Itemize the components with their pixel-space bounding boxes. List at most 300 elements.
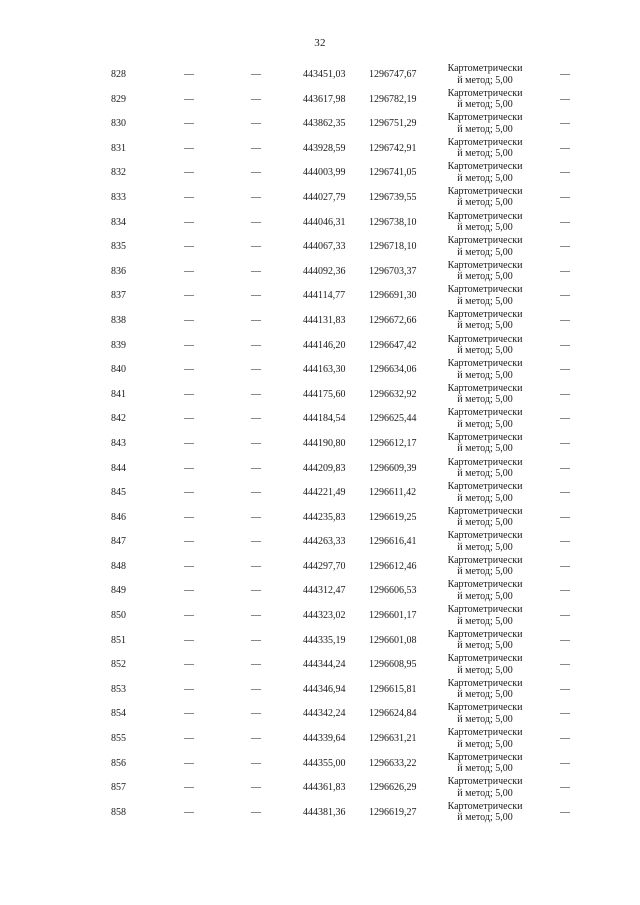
- coordinate-x: 444263,33: [303, 536, 346, 548]
- method-line-1: Картометрически: [447, 481, 523, 493]
- empty-dash: —: [560, 388, 570, 400]
- point-number: 838: [111, 314, 126, 326]
- empty-dash: —: [251, 265, 261, 277]
- method-line-1: Картометрически: [447, 87, 523, 99]
- coordinate-x: 444323,02: [303, 610, 346, 622]
- empty-dash: —: [184, 462, 194, 474]
- empty-dash: —: [184, 634, 194, 646]
- method-line-2: й метод; 5,00: [457, 787, 513, 799]
- empty-dash: —: [560, 782, 570, 794]
- empty-dash: —: [251, 757, 261, 769]
- table-row: [0, 726, 640, 751]
- coordinate-y: 1296612,46: [369, 560, 417, 572]
- point-number: 833: [111, 191, 126, 203]
- coordinate-y: 1296703,37: [369, 265, 417, 277]
- method-cell: [437, 309, 533, 332]
- method-cell: [437, 629, 533, 652]
- empty-dash: —: [251, 142, 261, 154]
- table-row: [0, 234, 640, 259]
- table-row: [0, 529, 640, 554]
- method-line-1: Картометрически: [447, 554, 523, 566]
- empty-dash: —: [184, 585, 194, 597]
- table-row: [0, 578, 640, 603]
- method-line-1: Картометрически: [447, 382, 523, 394]
- coordinate-x: 444335,19: [303, 634, 346, 646]
- page-number: 32: [314, 37, 326, 49]
- method-line-2: й метод; 5,00: [457, 123, 513, 135]
- method-line-1: Картометрически: [447, 358, 523, 370]
- method-line-2: й метод; 5,00: [457, 443, 513, 455]
- coordinate-y: 1296631,21: [369, 733, 417, 745]
- method-cell: [437, 727, 533, 750]
- point-number: 850: [111, 610, 126, 622]
- method-cell: [437, 383, 533, 406]
- empty-dash: —: [251, 560, 261, 572]
- empty-dash: —: [184, 437, 194, 449]
- point-number: 832: [111, 167, 126, 179]
- coordinate-x: 444312,47: [303, 585, 346, 597]
- table-row: [0, 751, 640, 776]
- coordinate-y: 1296739,55: [369, 191, 417, 203]
- empty-dash: —: [184, 757, 194, 769]
- method-line-1: Картометрически: [447, 800, 523, 812]
- point-number: 854: [111, 708, 126, 720]
- method-cell: [437, 88, 533, 111]
- table-row: [0, 382, 640, 407]
- empty-dash: —: [560, 511, 570, 523]
- empty-dash: —: [184, 782, 194, 794]
- table-row: [0, 160, 640, 185]
- empty-dash: —: [184, 216, 194, 228]
- point-number: 835: [111, 241, 126, 253]
- method-cell: [437, 457, 533, 480]
- empty-dash: —: [560, 118, 570, 130]
- method-line-2: й метод; 5,00: [457, 517, 513, 529]
- empty-dash: —: [184, 683, 194, 695]
- point-number: 836: [111, 265, 126, 277]
- empty-dash: —: [251, 388, 261, 400]
- empty-dash: —: [184, 118, 194, 130]
- table-row: [0, 283, 640, 308]
- method-cell: [437, 334, 533, 357]
- method-line-1: Картометрически: [447, 653, 523, 665]
- empty-dash: —: [251, 216, 261, 228]
- point-number: 853: [111, 683, 126, 695]
- point-number: 830: [111, 118, 126, 130]
- empty-dash: —: [184, 191, 194, 203]
- point-number: 831: [111, 142, 126, 154]
- method-line-2: й метод; 5,00: [457, 615, 513, 627]
- empty-dash: —: [560, 462, 570, 474]
- method-line-2: й метод; 5,00: [457, 468, 513, 479]
- coordinate-y: 1296609,39: [369, 462, 417, 474]
- method-cell: [437, 407, 533, 430]
- empty-dash: —: [184, 314, 194, 326]
- empty-dash: —: [560, 487, 570, 499]
- empty-dash: —: [184, 413, 194, 425]
- empty-dash: —: [560, 806, 570, 818]
- point-number: 847: [111, 536, 126, 548]
- empty-dash: —: [184, 93, 194, 105]
- coordinate-x: 443451,03: [303, 69, 346, 80]
- method-line-2: й метод; 5,00: [457, 345, 513, 357]
- empty-dash: —: [184, 167, 194, 179]
- method-cell: [437, 653, 533, 676]
- coordinate-x: 444190,80: [303, 437, 346, 449]
- method-line-1: Картометрически: [447, 112, 523, 124]
- coordinate-x: 444027,79: [303, 191, 346, 203]
- empty-dash: —: [560, 216, 570, 228]
- method-cell: [437, 260, 533, 283]
- point-number: 856: [111, 757, 126, 769]
- method-cell: [437, 137, 533, 160]
- table-row: [0, 308, 640, 333]
- empty-dash: —: [560, 69, 570, 80]
- coordinate-y: 1296632,92: [369, 388, 417, 400]
- empty-dash: —: [560, 290, 570, 302]
- method-line-2: й метод; 5,00: [457, 369, 513, 381]
- table-row: [0, 603, 640, 628]
- empty-dash: —: [184, 560, 194, 572]
- table-row: [0, 333, 640, 358]
- method-line-2: й метод; 5,00: [457, 172, 513, 184]
- coordinate-x: 444003,99: [303, 167, 346, 179]
- method-cell: [437, 776, 533, 799]
- empty-dash: —: [251, 413, 261, 425]
- point-number: 846: [111, 511, 126, 523]
- coordinate-x: 444342,24: [303, 708, 346, 720]
- table-row: [0, 775, 640, 800]
- coordinate-x: 443617,98: [303, 93, 346, 105]
- method-line-2: й метод; 5,00: [457, 246, 513, 258]
- empty-dash: —: [560, 585, 570, 597]
- table-row: [0, 185, 640, 210]
- empty-dash: —: [251, 69, 261, 80]
- method-line-1: Картометрически: [447, 210, 523, 222]
- coordinate-x: 444131,83: [303, 314, 346, 326]
- coordinate-y: 1296626,29: [369, 782, 417, 794]
- coordinates-table: [0, 62, 640, 824]
- empty-dash: —: [184, 511, 194, 523]
- point-number: 839: [111, 339, 126, 351]
- method-line-2: й метод; 5,00: [457, 738, 513, 750]
- table-row: [0, 136, 640, 161]
- method-line-1: Картометрически: [447, 677, 523, 689]
- coordinate-x: 444361,83: [303, 782, 346, 794]
- method-cell: [437, 358, 533, 381]
- coordinate-y: 1296741,05: [369, 167, 417, 179]
- empty-dash: —: [560, 413, 570, 425]
- method-cell: [437, 604, 533, 627]
- method-cell: [437, 235, 533, 258]
- point-number: 845: [111, 487, 126, 499]
- empty-dash: —: [251, 93, 261, 105]
- empty-dash: —: [560, 265, 570, 277]
- empty-dash: —: [251, 339, 261, 351]
- empty-dash: —: [251, 167, 261, 179]
- method-line-2: й метод; 5,00: [457, 295, 513, 307]
- method-cell: [437, 63, 533, 86]
- point-number: 841: [111, 388, 126, 400]
- point-number: 855: [111, 733, 126, 745]
- empty-dash: —: [251, 290, 261, 302]
- empty-dash: —: [251, 733, 261, 745]
- empty-dash: —: [251, 118, 261, 130]
- method-line-1: Картометрически: [447, 185, 523, 197]
- method-line-2: й метод; 5,00: [457, 418, 513, 430]
- method-line-1: Картометрически: [447, 308, 523, 320]
- point-number: 842: [111, 413, 126, 425]
- point-number: 843: [111, 437, 126, 449]
- method-cell: [437, 432, 533, 455]
- empty-dash: —: [560, 708, 570, 720]
- method-line-1: Картометрически: [447, 530, 523, 542]
- coordinate-y: 1296747,67: [369, 69, 417, 80]
- coordinate-x: 444297,70: [303, 560, 346, 572]
- coordinate-y: 1296615,81: [369, 683, 417, 695]
- empty-dash: —: [251, 634, 261, 646]
- point-number: 840: [111, 364, 126, 376]
- empty-dash: —: [184, 265, 194, 277]
- empty-dash: —: [184, 536, 194, 548]
- point-number: 848: [111, 560, 126, 572]
- table-row: [0, 505, 640, 530]
- method-line-2: й метод; 5,00: [457, 689, 513, 701]
- method-line-2: й метод; 5,00: [457, 640, 513, 652]
- empty-dash: —: [251, 241, 261, 253]
- method-line-2: й метод; 5,00: [457, 74, 513, 86]
- table-row: [0, 111, 640, 136]
- method-cell: [437, 211, 533, 234]
- method-line-1: Картометрически: [447, 407, 523, 419]
- empty-dash: —: [560, 757, 570, 769]
- coordinate-x: 444175,60: [303, 388, 346, 400]
- coordinate-y: 1296616,41: [369, 536, 417, 548]
- empty-dash: —: [251, 683, 261, 695]
- method-line-2: й метод; 5,00: [457, 812, 513, 824]
- method-cell: [437, 506, 533, 529]
- method-line-1: Картометрически: [447, 751, 523, 763]
- coordinate-x: 444163,30: [303, 364, 346, 376]
- method-line-1: Картометрически: [447, 505, 523, 517]
- coordinate-y: 1296606,53: [369, 585, 417, 597]
- empty-dash: —: [251, 782, 261, 794]
- method-line-2: й метод; 5,00: [457, 590, 513, 602]
- empty-dash: —: [184, 659, 194, 671]
- empty-dash: —: [251, 462, 261, 474]
- empty-dash: —: [184, 142, 194, 154]
- empty-dash: —: [560, 314, 570, 326]
- coordinate-x: 444114,77: [303, 290, 346, 302]
- method-line-2: й метод; 5,00: [457, 394, 513, 406]
- coordinate-x: 444209,83: [303, 462, 346, 474]
- table-row: [0, 406, 640, 431]
- point-number: 844: [111, 462, 126, 474]
- coordinate-x: 444344,24: [303, 659, 346, 671]
- method-line-2: й метод; 5,00: [457, 763, 513, 775]
- empty-dash: —: [184, 241, 194, 253]
- method-line-1: Картометрически: [447, 776, 523, 788]
- empty-dash: —: [184, 487, 194, 499]
- table-row: [0, 480, 640, 505]
- method-line-1: Картометрически: [447, 284, 523, 296]
- empty-dash: —: [251, 536, 261, 548]
- coordinate-y: 1296691,30: [369, 290, 417, 302]
- empty-dash: —: [560, 437, 570, 449]
- empty-dash: —: [560, 364, 570, 376]
- coordinate-y: 1296634,06: [369, 364, 417, 376]
- empty-dash: —: [184, 708, 194, 720]
- coordinate-x: 444046,31: [303, 216, 346, 228]
- method-cell: [437, 801, 533, 824]
- method-line-1: Картометрически: [447, 727, 523, 739]
- method-line-1: Картометрически: [447, 259, 523, 271]
- coordinate-y: 1296601,08: [369, 634, 417, 646]
- point-number: 829: [111, 93, 126, 105]
- method-line-2: й метод; 5,00: [457, 271, 513, 283]
- method-line-1: Картометрически: [447, 431, 523, 443]
- coordinate-y: 1296601,17: [369, 610, 417, 622]
- empty-dash: —: [184, 364, 194, 376]
- coordinate-x: 444092,36: [303, 265, 346, 277]
- method-line-2: й метод; 5,00: [457, 320, 513, 332]
- point-number: 857: [111, 782, 126, 794]
- method-line-2: й метод; 5,00: [457, 713, 513, 725]
- coordinate-y: 1296782,19: [369, 93, 417, 105]
- empty-dash: —: [184, 290, 194, 302]
- table-row: [0, 652, 640, 677]
- table-row: [0, 62, 640, 87]
- method-line-2: й метод; 5,00: [457, 541, 513, 553]
- empty-dash: —: [251, 610, 261, 622]
- method-cell: [437, 530, 533, 553]
- method-line-2: й метод; 5,00: [457, 222, 513, 234]
- empty-dash: —: [560, 733, 570, 745]
- empty-dash: —: [251, 314, 261, 326]
- coordinate-x: 444235,83: [303, 511, 346, 523]
- coordinate-y: 1296742,91: [369, 142, 417, 154]
- point-number: 834: [111, 216, 126, 228]
- method-line-1: Картометрически: [447, 161, 523, 173]
- coordinate-y: 1296619,25: [369, 511, 417, 523]
- coordinate-y: 1296619,27: [369, 806, 417, 818]
- point-number: 849: [111, 585, 126, 597]
- point-number: 851: [111, 634, 126, 646]
- method-line-2: й метод; 5,00: [457, 99, 513, 111]
- empty-dash: —: [184, 388, 194, 400]
- method-line-2: й метод; 5,00: [457, 664, 513, 676]
- method-cell: [437, 752, 533, 775]
- empty-dash: —: [251, 364, 261, 376]
- coordinate-x: 444067,33: [303, 241, 346, 253]
- method-line-1: Картометрически: [447, 702, 523, 714]
- method-cell: [437, 161, 533, 184]
- coordinate-y: 1296751,29: [369, 118, 417, 130]
- method-cell: [437, 702, 533, 725]
- empty-dash: —: [184, 610, 194, 622]
- coordinate-y: 1296611,42: [369, 487, 417, 499]
- method-line-1: Картометрически: [447, 604, 523, 616]
- empty-dash: —: [560, 93, 570, 105]
- empty-dash: —: [251, 659, 261, 671]
- empty-dash: —: [251, 191, 261, 203]
- empty-dash: —: [560, 339, 570, 351]
- method-line-2: й метод; 5,00: [457, 492, 513, 504]
- coordinate-y: 1296647,42: [369, 339, 417, 351]
- point-number: 852: [111, 659, 126, 671]
- empty-dash: —: [560, 536, 570, 548]
- empty-dash: —: [251, 708, 261, 720]
- method-line-2: й метод; 5,00: [457, 148, 513, 160]
- coordinate-y: 1296672,66: [369, 314, 417, 326]
- coordinate-x: 443928,59: [303, 142, 346, 154]
- method-line-1: Картометрически: [447, 136, 523, 148]
- coordinate-y: 1296608,95: [369, 659, 417, 671]
- coordinate-y: 1296718,10: [369, 241, 417, 253]
- coordinate-y: 1296633,22: [369, 757, 417, 769]
- empty-dash: —: [560, 560, 570, 572]
- empty-dash: —: [560, 634, 570, 646]
- coordinate-y: 1296612,17: [369, 437, 417, 449]
- coordinate-y: 1296738,10: [369, 216, 417, 228]
- empty-dash: —: [251, 437, 261, 449]
- table-row: [0, 87, 640, 112]
- coordinate-x: 444381,36: [303, 806, 346, 818]
- empty-dash: —: [184, 733, 194, 745]
- point-number: 837: [111, 290, 126, 302]
- method-line-1: Картометрически: [447, 235, 523, 247]
- coordinate-x: 444221,49: [303, 487, 346, 499]
- method-line-2: й метод; 5,00: [457, 566, 513, 578]
- table-row: [0, 431, 640, 456]
- method-line-1: Картометрически: [447, 456, 523, 468]
- method-cell: [437, 555, 533, 578]
- method-cell: [437, 186, 533, 209]
- table-row: [0, 800, 640, 825]
- empty-dash: —: [560, 241, 570, 253]
- coordinate-x: 443862,35: [303, 118, 346, 130]
- empty-dash: —: [251, 585, 261, 597]
- empty-dash: —: [184, 339, 194, 351]
- table-row: [0, 210, 640, 235]
- empty-dash: —: [251, 487, 261, 499]
- table-row: [0, 554, 640, 579]
- method-line-1: Картометрически: [447, 333, 523, 345]
- empty-dash: —: [560, 683, 570, 695]
- coordinate-y: 1296625,44: [369, 413, 417, 425]
- point-number: 858: [111, 806, 126, 818]
- coordinate-x: 444355,00: [303, 757, 346, 769]
- empty-dash: —: [251, 511, 261, 523]
- method-cell: [437, 579, 533, 602]
- method-line-2: й метод; 5,00: [457, 197, 513, 209]
- coordinate-x: 444339,64: [303, 733, 346, 745]
- method-line-1: Картометрически: [447, 63, 523, 74]
- table-row: [0, 357, 640, 382]
- method-cell: [437, 284, 533, 307]
- empty-dash: —: [184, 69, 194, 80]
- empty-dash: —: [184, 806, 194, 818]
- table-row: [0, 456, 640, 481]
- coordinate-x: 444184,54: [303, 413, 346, 425]
- empty-dash: —: [560, 659, 570, 671]
- table-row: [0, 677, 640, 702]
- coordinate-x: 444146,20: [303, 339, 346, 351]
- empty-dash: —: [560, 191, 570, 203]
- empty-dash: —: [560, 167, 570, 179]
- empty-dash: —: [560, 142, 570, 154]
- coordinate-y: 1296624,84: [369, 708, 417, 720]
